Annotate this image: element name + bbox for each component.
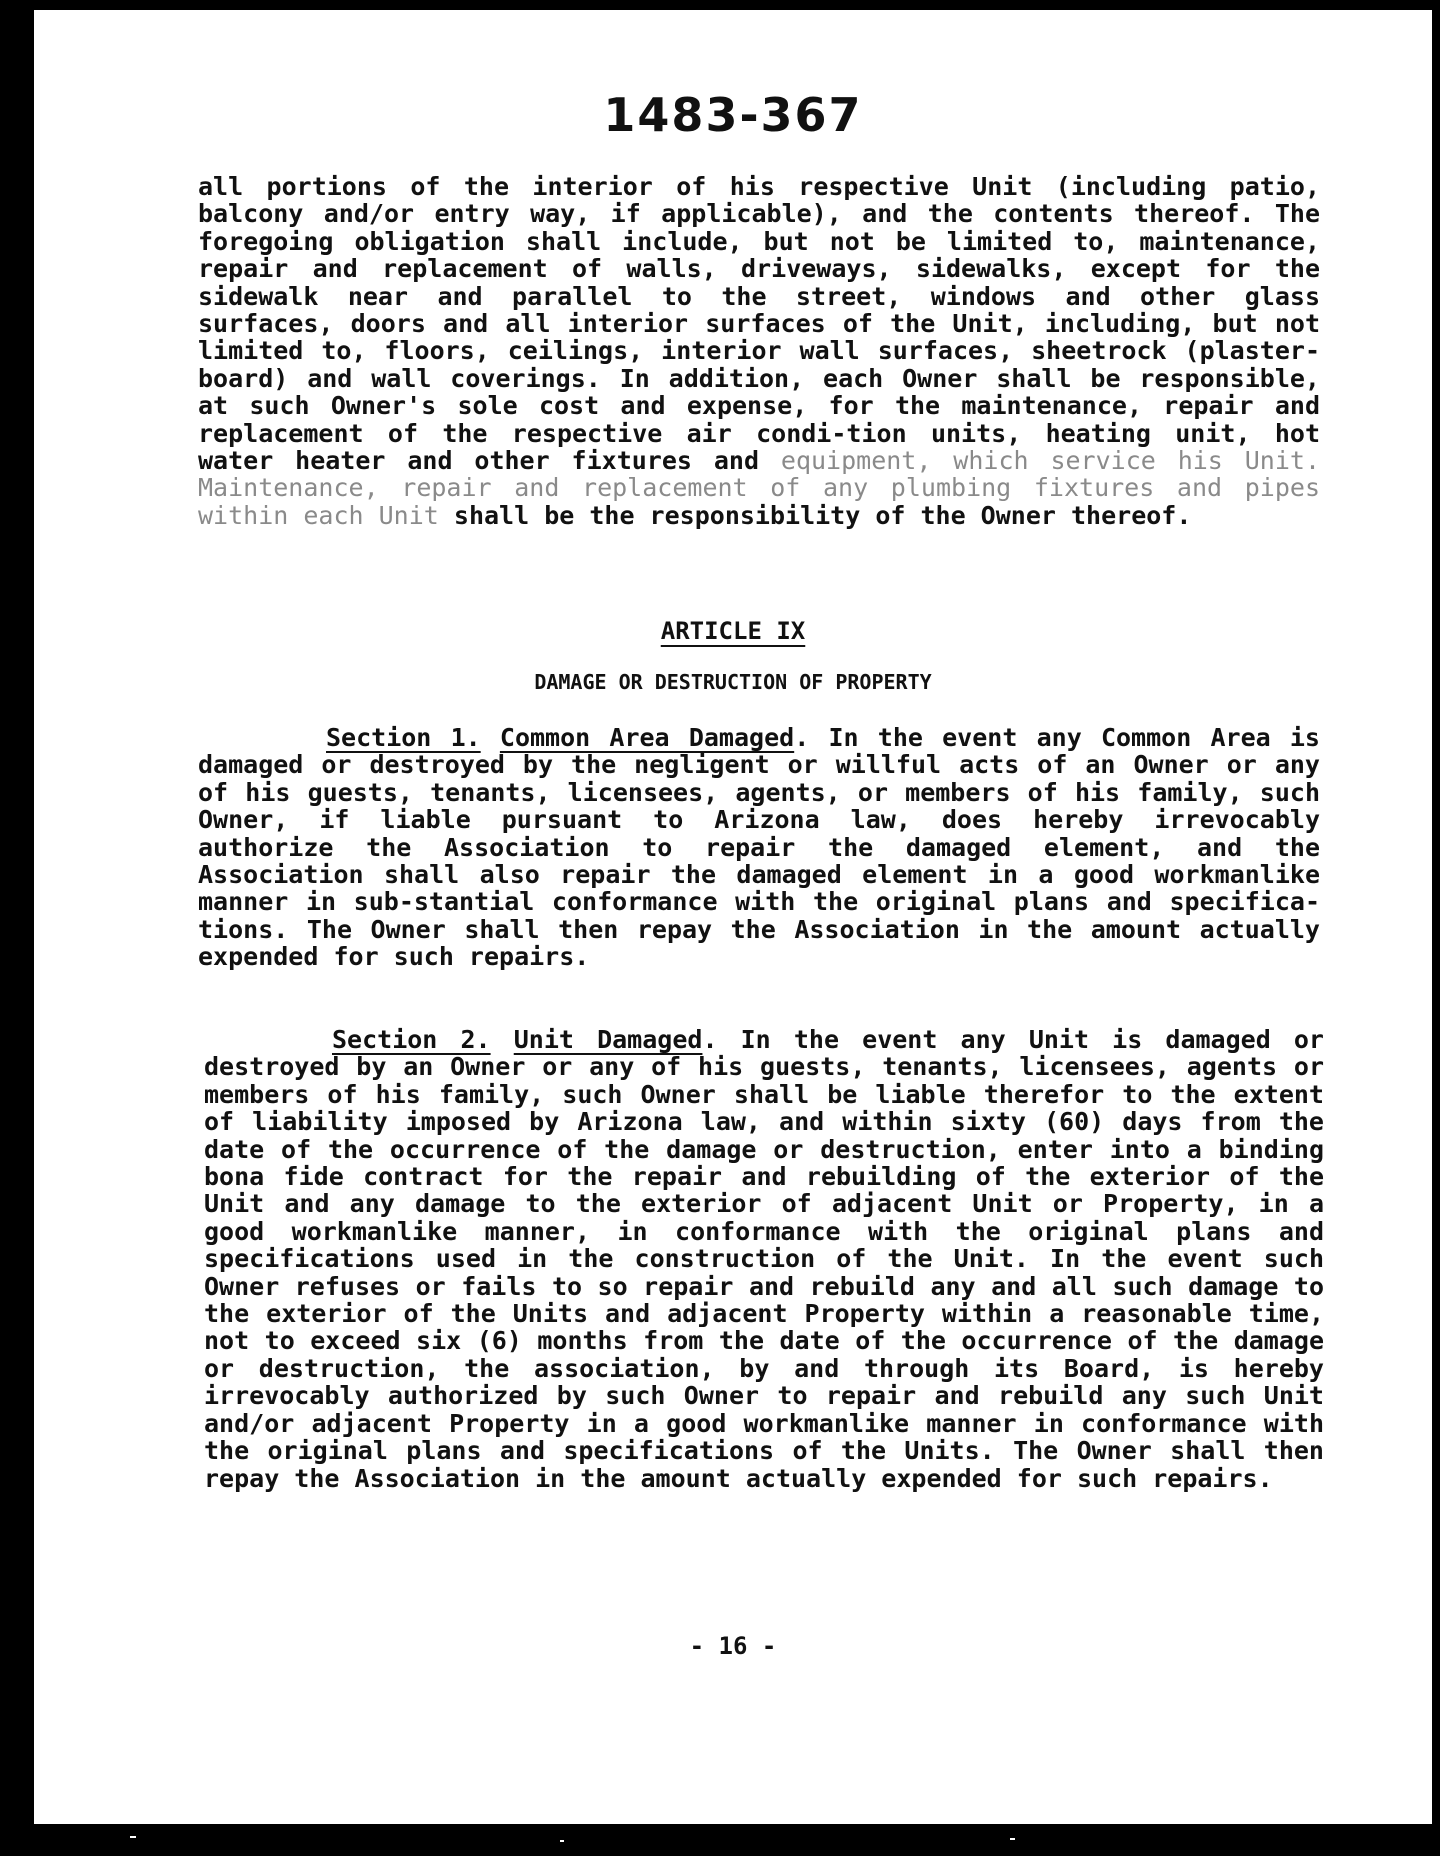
document-page — [34, 10, 1432, 1824]
article-heading-text: ARTICLE IX — [660, 617, 806, 645]
section-2-paragraph: Section 2. Unit Damaged. In the event any Unit is damaged or destroyed by an Owner or any of his guests, tenants, licensees, agents or members of his family, such Owner shall be liable therefor to the extent of liability imposed by Arizona law, and within sixty (60) days from the date of the occurrence of the damage or destruction, enter into a binding bona fide contract for the repair and rebuilding of the exterior of the Unit and any damage to the exterior of adjacent Unit or Property, in a good workmanlike manner, in conformance with the original plans and specifications used in the construction of the Unit. In the event such Owner refuses or fails to so repair and rebuild any and all such damage to the exterior of the Units and adjacent Property within a reasonable time, not to exceed six (6) months from the date of the occurrence of the damage or destruction, the association, by and through its Board, is hereby irrevocably authorized by such Owner to repair and rebuild any such Unit and/or adjacent Property in a good workmanlike manner in conformance with the original plans and specifications of the Units. The Owner shall then repay the Association in the amount actually expended for such repairs. — [204, 1025, 1324, 1493]
page-number: - 16 - — [689, 1632, 777, 1660]
paragraph-text-end: shall be the responsibility of the Owner thereof. — [453, 500, 1192, 530]
article-title: DAMAGE OR DESTRUCTION OF PROPERTY — [534, 670, 932, 694]
section-2-number: Section 2. — [332, 1025, 491, 1054]
scan-speck — [1010, 1838, 1015, 1840]
scan-speck — [130, 1836, 136, 1838]
section-2-body: In the event any Unit is damaged or destroyed by an Owner or any of his guests, tenants, licensees, agents or members of his family, such Owner shall be liable therefor to the extent of liability imposed by Arizona law, and within sixty (60) days from the date of the occurrence of the damage or destruction, enter into a binding bona fide contract for the repair and rebuilding of the exterior of the Unit and any damage to the exterior of adjacent Unit or Property, in a good workmanlike manner, in conformance with the original plans and specifications used in the construction of the Unit. In the event such Owner refuses or fails to so repair and rebuild any and all such damage to the exterior of the Units and adjacent Property within a reasonable time, not to exceed six (6) months from the date of the occurrence of the damage or destruction, the association, by and through its Board, is hereby irrevocably authorized by such Owner to repair and rebuild any such Unit and/or adjacent Property in a good workmanlike manner in conformance with the original plans and specifications of the Units. The Owner shall then repay the Association in the amount actually expended for such repairs. — [204, 1025, 1324, 1493]
section-1-title: Common Area Damaged — [499, 723, 795, 752]
section-1-body: In the event any Common Area is damaged or destroyed by the negligent or willful acts of an Owner or any of his guests, tenants, licensees, agents, or members of his family, such Owner, if liable pursuant to Arizona law, does hereby irrevocably authorize the Association to repair the damaged element, and the Association shall also repair the damaged element in a good workmanlike manner in sub-stantial conformance with the original plans and specifica-tions. The Owner shall then repay the Association in the amount actually expended for such repairs. — [198, 723, 1320, 972]
document-number: 1483-367 — [603, 88, 863, 142]
article-heading — [34, 617, 1432, 645]
section-1-number: Section 1. — [326, 723, 481, 752]
section-1-paragraph: Section 1. Common Area Damaged. In the event any Common Area is damaged or destroyed by the negligent or willful acts of an Owner or any of his guests, tenants, licensees, agents, or members of his family, such Owner, if liable pursuant to Arizona law, does hereby irrevocably authorize the Association to repair the damaged element, and the Association shall also repair the damaged element in a good workmanlike manner in sub-stantial conformance with the original plans and specifica-tions. The Owner shall then repay the Association in the amount actually expended for such repairs. — [198, 723, 1320, 972]
paragraph-text: all portions of the interior of his respective Unit (including patio, balcony and/or entry way, if applicable), and the contents thereof. The foregoing obligation shall include, but not be limited to, maintenance, repair and replacement of walls, driveways, sidewalks, except for the sidewalk near and parallel to the street, windows and other glass surfaces, doors and all interior surfaces of the Unit, including, but not limited to, floors, ceilings, interior wall surfaces, sheetrock (plaster-board) and wall coverings. In addition, each Owner shall be responsible, at such Owner's sole cost and expense, for the maintenance, repair and replacement of the respective air condi-tion units, heating unit, hot water heater and other fixtures and — [198, 172, 1320, 476]
section-2-title: Unit Damaged — [513, 1025, 703, 1054]
faded-paragraph-text: equipment, which service his Unit. Maintenance, repair and replacement of any plumbing fixtures and pipes within each Unit — [198, 446, 1320, 530]
scan-speck — [560, 1840, 564, 1842]
body-paragraph-continued — [198, 173, 1320, 529]
